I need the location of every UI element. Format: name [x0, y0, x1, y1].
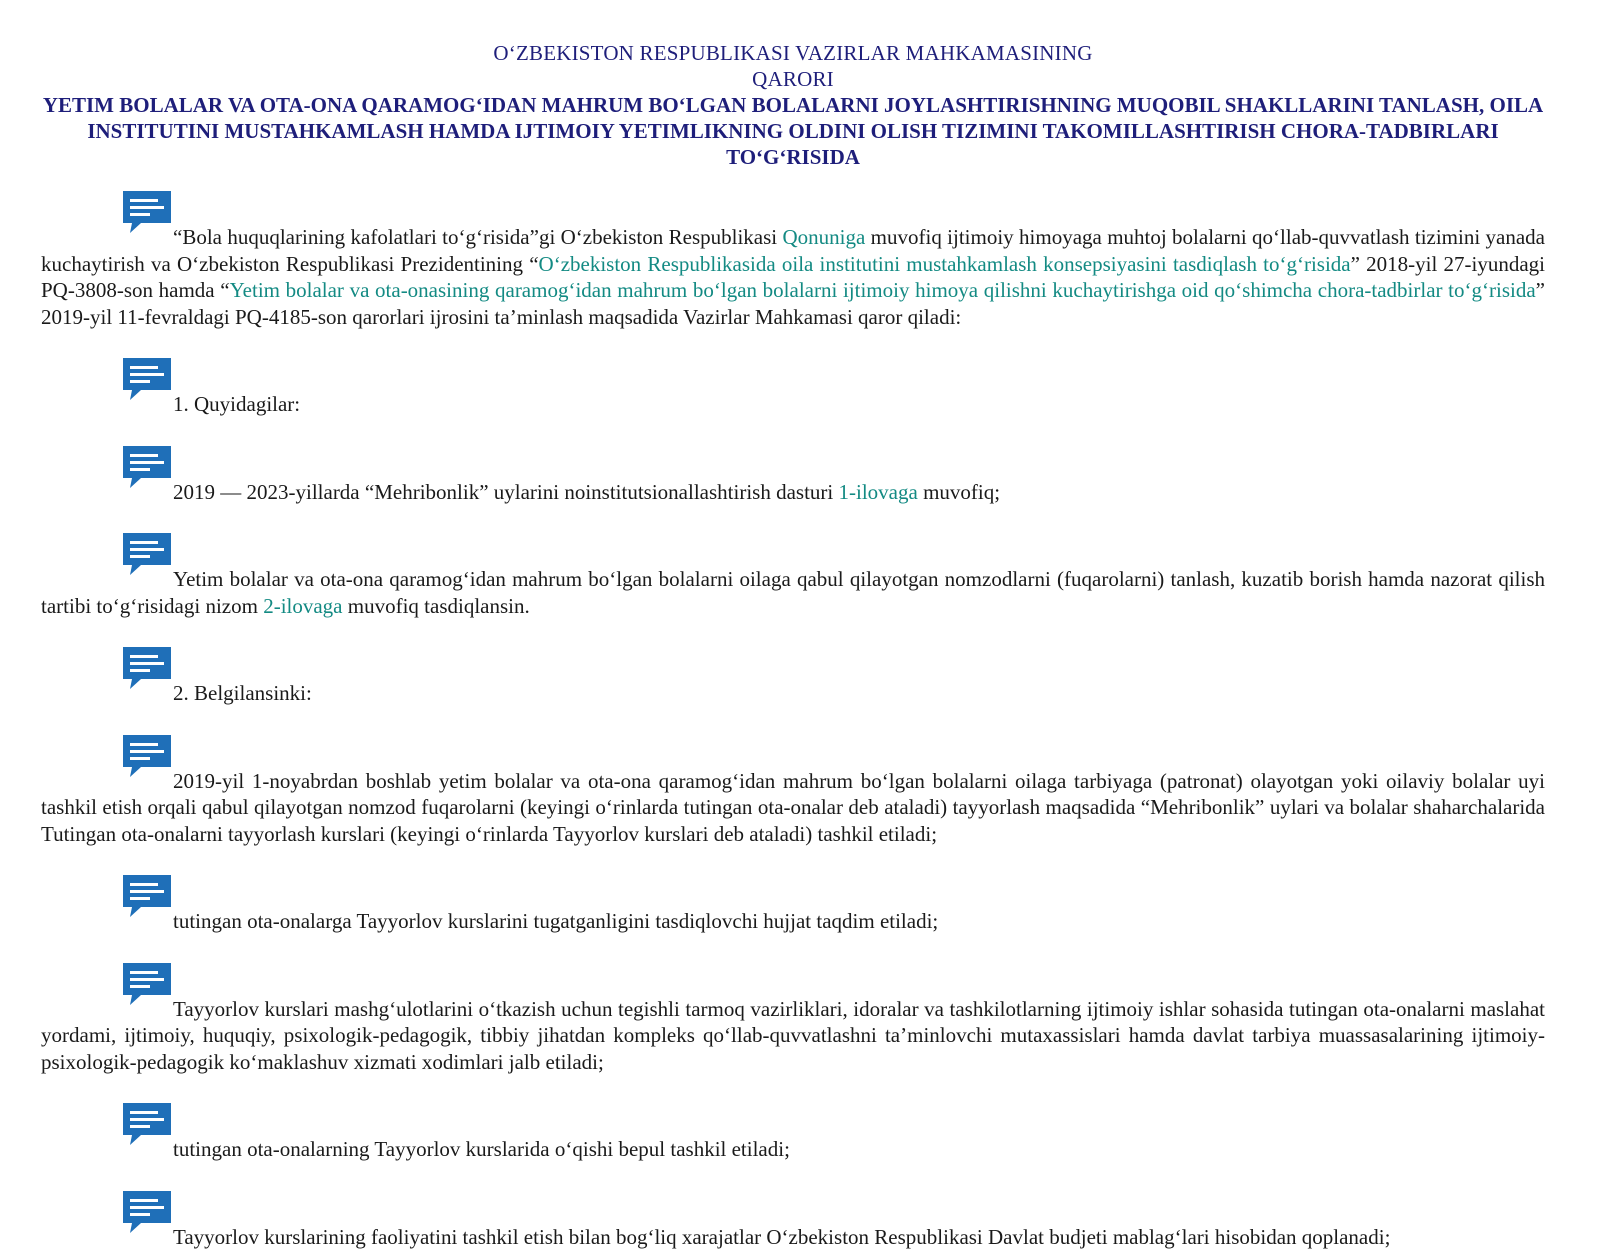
preamble-text-1: “Bola huquqlarining kafolatlari to‘g‘risida”gi O‘zbekiston Respublikasi: [173, 225, 782, 249]
issuer-line: O‘ZBEKISTON RESPUBLIKASI VAZIRLAR MAHKAMASINING: [41, 40, 1545, 66]
decree-pq4185-link[interactable]: Yetim bolalar va ota-onasining qaramog‘idan mahrum bo‘lgan bolalarni ijtimoiy himoya qilishni kuchaytirishga oid qo‘shimcha chora-tadbirlar to‘g‘risida: [230, 278, 1536, 302]
preamble-text-3: ” 2018-yil 27-iyundagi PQ-3808-son hamda “: [41, 252, 1545, 303]
item-2a-text: 2019-yil 1-noyabrdan boshlab yetim bolalar va ota-ona qaramog‘idan mahrum bo‘lgan bolalarni oilaga tarbiyaga (patronat) olayotgan yoki oilaviy bolalar uyi tashkil etish orqali qabul qilayotgan nomzod fuqarolarni (keyingi o‘rinlarda tutingan ota-onalar deb ataladi) tayyorlash maqsadida “Mehribonlik” uylari va bolalar shaharchalarida Tutingan ota-onalarni tayyorlash kurslari (keyingi o‘rinlarda Tayyorlov kurslari deb ataladi) tashkil etiladi;: [41, 769, 1545, 846]
item-1: [41, 391, 1545, 418]
document-body: [41, 224, 1545, 1250]
item-1a: [41, 479, 1545, 506]
comment-icon[interactable]: [121, 734, 173, 778]
item-2d-text: tutingan ota-onalarning Tayyorlov kurslarida o‘qishi bepul tashkil etiladi;: [173, 1137, 790, 1161]
item-2b: [41, 908, 1545, 935]
comment-icon[interactable]: [121, 646, 173, 690]
document-type: QARORI: [41, 66, 1545, 92]
item-1b-text-2: muvofiq tasdiqlansin.: [343, 594, 530, 618]
law-link[interactable]: Qonuniga: [782, 225, 865, 249]
item-1a-text-2: muvofiq;: [918, 480, 1000, 504]
appendix-1-link[interactable]: 1-ilovaga: [839, 480, 918, 504]
item-1-text: 1. Quyidagilar:: [173, 392, 300, 416]
document-header: [41, 40, 1545, 170]
item-2d: [41, 1136, 1545, 1163]
item-2e-text: Tayyorlov kurslarining faoliyatini tashkil etish bilan bog‘liq xarajatlar O‘zbekiston Respublikasi Davlat budjeti mablag‘lari hisobidan qoplanadi;: [173, 1225, 1390, 1249]
item-1b-text-1: Yetim bolalar va ota-ona qaramog‘idan mahrum bo‘lgan bolalarni oilaga qabul qilayotgan nomzodlarni (fuqarolarni) tanlash, kuzatib borish hamda nazorat qilish tartibi to‘g‘risidagi nizom: [41, 567, 1545, 618]
item-2b-text: tutingan ota-onalarga Tayyorlov kurslarini tugatganligini tasdiqlovchi hujjat taqdim etiladi;: [173, 909, 938, 933]
decree-pq3808-link[interactable]: O‘zbekiston Respublikasida oila institutini mustahkamlash konsepsiyasini tasdiqlash to‘g‘risida: [539, 252, 1351, 276]
comment-icon[interactable]: [121, 1190, 173, 1234]
comment-icon[interactable]: [121, 190, 173, 234]
item-2e: [41, 1224, 1545, 1250]
comment-icon[interactable]: [121, 357, 173, 401]
item-1a-text-1: 2019 — 2023-yillarda “Mehribonlik” uylarini noinstitutsionallashtirish dasturi: [173, 480, 839, 504]
item-2c-text: Tayyorlov kurslari mashg‘ulotlarini o‘tkazish uchun tegishli tarmoq vazirliklari, idoralar va tashkilotlarning ijtimoiy ishlar sohasida tutingan ota-onalarni maslahat yordami, ijtimoiy, huquqiy, psixologik-pedagogik, tibbiy jihatdan kompleks qo‘llab-quvvatlashni ta’minlovchi mutaxassislari hamda davlat tarbiya muassasalarining ijtimoiy-psixologik-pedagogik ko‘maklashuv xizmati xodimlari jalb etiladi;: [41, 997, 1545, 1074]
item-2a: [41, 768, 1545, 848]
item-2: [41, 680, 1545, 707]
comment-icon[interactable]: [121, 532, 173, 576]
comment-icon[interactable]: [121, 874, 173, 918]
document-title: YETIM BOLALAR VA OTA-ONA QARAMOG‘IDAN MAHRUM BO‘LGAN BOLALARNI JOYLASHTIRISHNING MUQOBIL SHAKLLARINI TANLASH, OILA INSTITUTINI MUSTAHKAMLASH HAMDA IJTIMOIY YETIMLIKNING OLDINI OLISH TIZIMINI TAKOMILLASHTIRISH CHORA-TADBIRLARI TO‘G‘RISIDA: [41, 92, 1545, 170]
preamble-paragraph: [41, 224, 1545, 330]
item-2-text: 2. Belgilansinki:: [173, 681, 312, 705]
item-1b: [41, 566, 1545, 619]
appendix-2-link[interactable]: 2-ilovaga: [263, 594, 342, 618]
comment-icon[interactable]: [121, 445, 173, 489]
preamble-text-2: muvofiq ijtimoiy himoyaga muhtoj bolalarni qo‘llab-quvvatlash tizimini yanada kuchaytirish va O‘zbekiston Respublikasi Prezidentining “: [41, 225, 1545, 276]
preamble-text-4: ” 2019-yil 11-fevraldagi PQ-4185-son qarorlari ijrosini ta’minlash maqsadida Vazirlar Mahkamasi qaror qiladi:: [41, 278, 1545, 329]
comment-icon[interactable]: [121, 1102, 173, 1146]
item-2c: [41, 996, 1545, 1076]
comment-icon[interactable]: [121, 962, 173, 1006]
